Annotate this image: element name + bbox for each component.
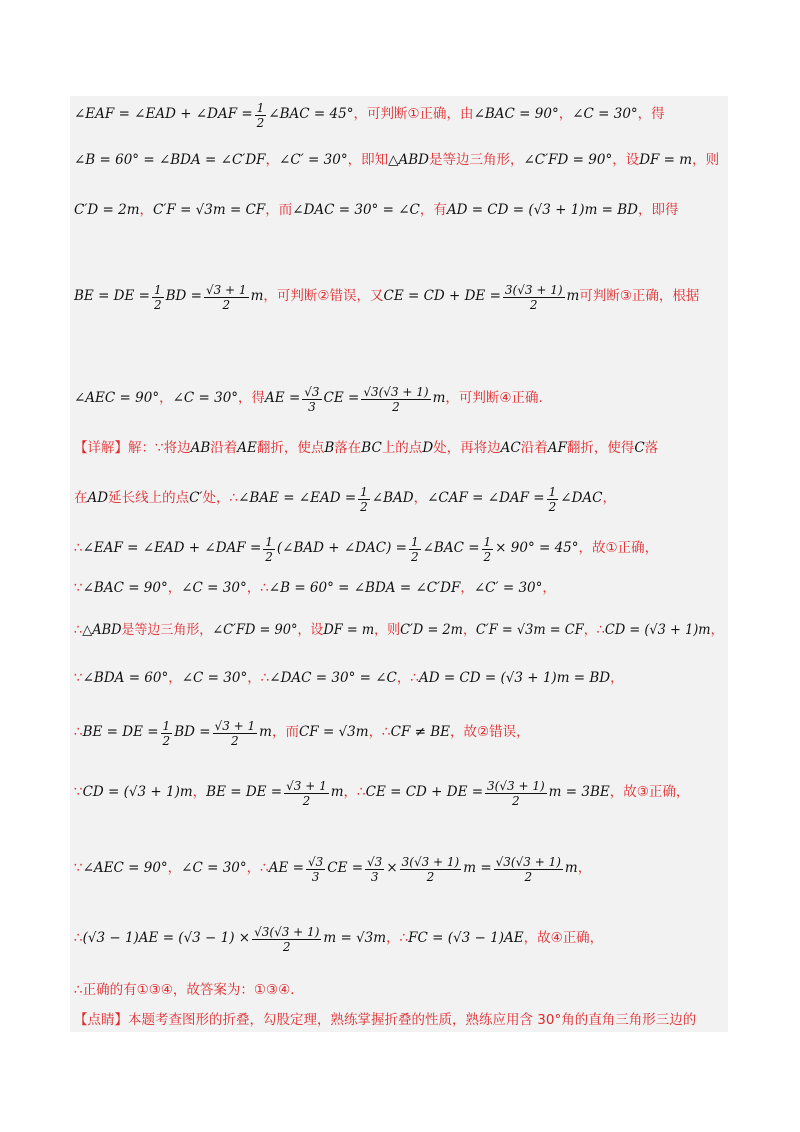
explanation-text: ，有 [419,202,447,219]
explanation-text: ，∴ [583,622,605,639]
math-expression: ∠EAF = ∠EAD + ∠DAF = [82,540,262,557]
explanation-text: ，可判断①正确，由 [353,106,474,123]
fraction [485,780,547,807]
explanation-text: ，则 [692,152,720,169]
fraction-denominator: 2 [265,549,273,564]
explanation-text: ，可判断②错误，又 [263,288,384,305]
explanation-text: ， [610,670,624,687]
fraction [213,720,258,747]
math-expression: ∠C′ = 30° [279,152,348,169]
math-expression: m = 3BE [548,784,610,801]
explanation-text: ， [168,670,182,687]
math-expression: (√3 − 1)AE = (√3 − 1) × [82,930,251,947]
solution-line [74,384,724,414]
math-expression: CD = (√3 + 1)m [82,784,193,801]
fraction-numerator: √3(√3 + 1) [495,854,561,869]
fraction-numerator: 3(√3 + 1) [504,282,563,297]
math-expression: ∠BAC = 90° [82,580,168,597]
math-expression: ∠C = 30° [181,670,248,687]
math-expression: × 90° = 45° [495,540,579,557]
fraction-denominator: 2 [162,733,171,748]
math-expression: m [566,288,580,305]
math-expression: BE = DE = [74,288,150,305]
fraction [409,536,421,563]
fraction-numerator: 1 [162,718,171,733]
math-expression: AB [190,440,211,457]
fraction [252,926,321,953]
explanation-text: ， [602,490,616,507]
explanation-text: ，故④正确， [523,930,604,947]
solution-panel [70,96,728,1032]
math-expression: ∠DAC [560,490,603,507]
fraction-denominator: 3 [370,869,379,884]
math-expression: m = √3m [323,930,387,947]
explanation-text: ∴ [74,724,83,741]
explanation-text: ，则 [374,622,401,639]
math-expression: AE = [268,860,304,877]
fraction [358,486,370,513]
math-expression: ∠CAF = ∠DAF = [427,490,545,507]
solution-line [74,854,724,884]
math-expression: BE = DE = [206,784,283,801]
explanation-text: ，得 [637,106,665,123]
fraction-denominator: 2 [410,549,419,564]
math-expression: BC [361,440,382,457]
explanation-text: ， [167,580,182,597]
math-expression: AD = CD = (√3 + 1)m = BD [446,202,639,219]
fraction-numerator: √3(√3 + 1) [254,924,320,939]
explanation-text: ∵ [74,670,83,687]
explanation-text: 落 [644,440,659,457]
explanation-text: 沿着 [210,440,238,457]
explanation-text: ，∴ [247,670,270,687]
math-expression: ∠C = 30° [181,860,247,877]
explanation-text: ， [558,106,573,123]
math-expression: AE = [265,390,301,407]
fraction-numerator: 1 [360,484,368,499]
explanation-text: 延长线上的点 [108,490,190,507]
fraction-numerator: √3 [304,384,320,399]
explanation-text: ， [139,202,154,219]
math-expression: AF [547,440,567,457]
fraction-numerator: 1 [153,282,162,297]
fraction-denominator: 2 [483,549,492,564]
explanation-text: ，而 [271,724,299,741]
explanation-text: ，∴ [246,580,269,597]
math-expression: ∠BAC = 45° [268,106,354,123]
math-expression: △ABD [388,152,429,169]
math-expression: AD [87,490,109,507]
fraction-denominator: 2 [256,115,265,130]
math-expression: × [386,860,398,877]
fraction-numerator: 1 [483,534,492,549]
solution-line [74,534,724,564]
fraction-denominator: 3 [308,399,316,414]
math-expression: ∠DAC = 30° = ∠C [292,202,420,219]
fraction-denominator: 2 [512,793,520,808]
fraction-denominator: 2 [524,869,533,884]
fraction-denominator: 2 [231,733,239,748]
math-expression: BD = [174,724,211,741]
explanation-text: ，即知 [347,152,389,169]
explanation-text: 【详解】解：∵将边 [74,440,191,457]
explanation-text: ，设 [297,622,324,639]
math-expression: m [250,288,264,305]
math-expression: B [324,440,335,457]
solution-line [74,578,724,600]
explanation-text: ，故①正确， [578,540,659,557]
fraction-denominator: 2 [302,793,311,808]
explanation-text: ∵ [74,580,83,597]
fraction [361,386,430,413]
explanation-text: 【点睛】本题考查图形的折叠，勾股定理，熟练掌握折叠的性质，熟练应用含 30°角的直角三角形三边的 [74,1012,697,1029]
fraction-numerator: √3 + 1 [205,282,247,297]
explanation-text: 是等边三角形， [121,622,213,639]
fraction [547,486,559,513]
explanation-text: ， [265,152,280,169]
fraction-denominator: 2 [360,499,368,514]
solution-line [74,150,724,172]
fraction-denominator: 2 [392,399,400,414]
fraction [400,856,462,883]
explanation-text: ， [460,580,474,597]
explanation-text: ， [167,860,182,877]
fraction [255,102,267,129]
math-expression: ∠BAE = ∠EAD = [238,490,357,507]
solution-line [74,1010,724,1032]
explanation-text: ，∴ [386,930,409,947]
math-expression: ∠BAC = [422,540,480,557]
explanation-text: ，故②错误， [450,724,530,741]
math-expression: ∠BDA = 60° [82,670,169,687]
math-expression: C′ [189,490,203,507]
explanation-text: ， [542,580,556,597]
explanation-text: ，可判断④正确. [445,390,543,407]
math-expression: m [330,784,344,801]
fraction [503,284,565,311]
solution-line [74,438,724,460]
math-expression: AD = CD = (√3 + 1)m = BD [418,670,611,687]
explanation-text: ∴正确的有①③④，故答案为：①③④. [74,982,295,999]
explanation-text: 沿着 [520,440,548,457]
math-expression: D [422,440,434,457]
explanation-text: ∵ [74,860,83,877]
math-expression: AC [500,440,521,457]
math-expression: BE = DE = [82,724,159,741]
explanation-text: 翻折，使点 [256,440,325,457]
explanation-text: ， [413,490,428,507]
fraction-numerator: √3 [367,854,383,869]
solution-line [74,484,724,514]
fraction-numerator: 1 [548,484,557,499]
explanation-text: ， [462,622,476,639]
math-expression: BD = [165,288,202,305]
math-expression: △ABD [82,622,122,639]
explanation-text: ， [159,390,173,407]
fraction-numerator: 1 [265,534,273,549]
explanation-text: ∴ [74,622,83,639]
explanation-text: ， [710,622,724,639]
fraction-numerator: √3 [307,854,324,869]
fraction [161,720,173,747]
math-expression: ∠C′ = 30° [473,580,543,597]
fraction-numerator: 1 [256,100,265,115]
math-expression: ∠B = 60° = ∠BDA = ∠C′DF [268,580,461,597]
math-expression: C′F = √3m = CF [475,622,584,639]
fraction-denominator: 2 [222,297,231,312]
explanation-text: 可判断③正确，根据 [579,288,700,305]
math-expression: C′D = 2m [74,202,140,219]
solution-line [74,778,724,808]
fraction-denominator: 2 [153,297,162,312]
fraction-numerator: 3(√3 + 1) [487,778,545,793]
solution-line [74,200,724,222]
explanation-text: ，即得 [638,202,679,219]
math-expression: C′D = 2m [400,622,463,639]
math-expression: ∠AEC = 90° [82,860,168,877]
explanation-text: ，而 [265,202,293,219]
explanation-text: ∴ [74,930,83,947]
solution-line [74,980,724,1002]
explanation-text: 是等边三角形， [428,152,524,169]
fraction-denominator: 2 [529,297,538,312]
math-expression: CF = √3m [298,724,369,741]
fraction-numerator: √3 + 1 [286,778,327,793]
math-expression: (∠BAD + ∠DAC) = [276,540,407,557]
math-expression: ∠BAD [371,490,414,507]
math-expression: ∠C = 30° [172,390,239,407]
explanation-text: 翻折，使得 [566,440,635,457]
explanation-text: ， [577,860,592,877]
math-expression: FC = (√3 − 1)AE [408,930,524,947]
fraction-numerator: 3(√3 + 1) [401,854,460,869]
math-expression: ∠B = 60° = ∠BDA = ∠C′DF [74,152,266,169]
math-expression: m [259,724,272,741]
explanation-text: ，得 [238,390,266,407]
math-expression: ∠C′FD = 90° [523,152,613,169]
math-expression: ∠DAC = 30° = ∠C [269,670,397,687]
math-expression: AE [237,440,257,457]
fraction [284,780,329,807]
math-expression: m = [463,860,492,877]
fraction [482,536,494,563]
fraction-denominator: 3 [311,869,320,884]
explanation-text: ∵ [74,784,83,801]
solution-line [74,668,724,690]
explanation-text: 处，∴ [202,490,239,507]
fraction-numerator: √3 + 1 [214,718,256,733]
solution-line [74,100,724,130]
math-expression: DF = m [323,622,375,639]
fraction-denominator: 2 [282,939,291,954]
explanation-text: 上的点 [381,440,423,457]
explanation-text: ，∴ [246,860,269,877]
math-expression: CD = (√3 + 1)m [604,622,711,639]
math-expression: CE = CD + DE = [383,288,501,305]
math-expression: ∠C = 30° [181,580,247,597]
fraction-numerator: √3(√3 + 1) [363,384,429,399]
math-expression: CE = [323,390,360,407]
fraction [494,856,563,883]
explanation-text: ，∴ [343,784,366,801]
math-expression: m [564,860,578,877]
solution-line [74,282,724,312]
math-expression: CE = [327,860,364,877]
fraction [365,856,384,883]
explanation-text: 落在 [334,440,362,457]
fraction [306,856,325,883]
math-expression: ∠EAF = ∠EAD + ∠DAF = [74,106,253,123]
fraction-denominator: 2 [548,499,557,514]
explanation-text: 处，再将边 [433,440,501,457]
fraction [152,284,164,311]
solution-line [74,620,724,642]
explanation-text: ，设 [612,152,640,169]
math-expression: ∠AEC = 90° [74,390,160,407]
fraction-numerator: 1 [410,534,419,549]
solution-line [74,718,724,748]
fraction-denominator: 2 [426,869,435,884]
explanation-text: ， [192,784,207,801]
math-expression: DF = m [639,152,693,169]
math-expression: CE = CD + DE = [365,784,484,801]
solution-line [74,924,724,954]
explanation-text: ，故③正确， [609,784,690,801]
math-expression: ∠C′FD = 90° [212,622,298,639]
fraction [204,284,249,311]
explanation-text: ，∴ [368,724,391,741]
math-expression: ∠BAC = 90° [473,106,559,123]
explanation-text: ∴ [74,540,83,557]
fraction [263,536,275,563]
math-expression: C′F = √3m = CF [153,202,266,219]
math-expression: m [432,390,446,407]
explanation-text: ，∴ [396,670,419,687]
math-expression: C [634,440,645,457]
math-expression: CF ≠ BE [390,724,451,741]
math-expression: ∠C = 30° [572,106,638,123]
explanation-text: 在 [74,490,88,507]
fraction [302,386,321,413]
